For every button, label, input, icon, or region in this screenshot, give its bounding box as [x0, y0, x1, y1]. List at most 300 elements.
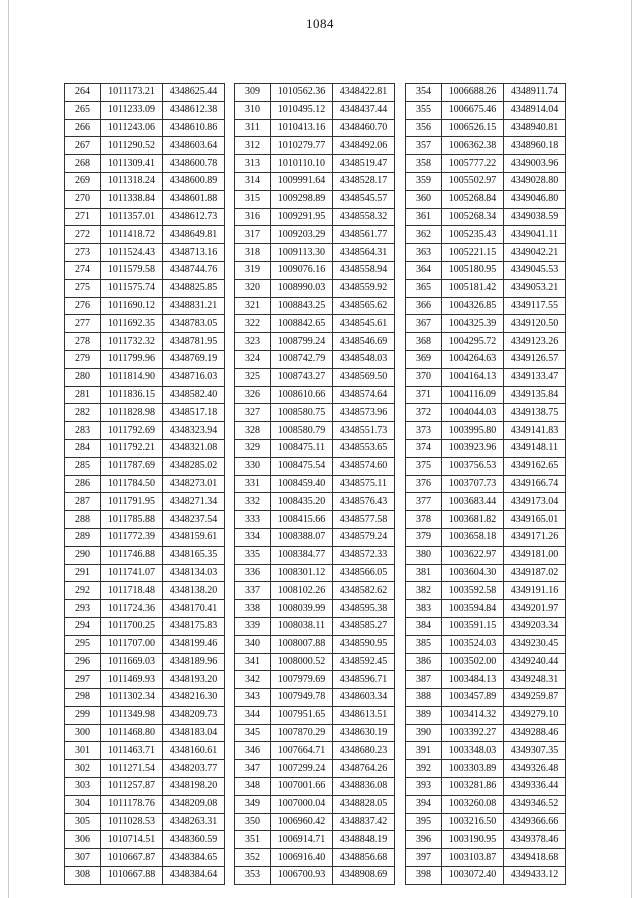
y-coordinate: 4348769.19	[163, 350, 225, 368]
table-row	[65, 493, 225, 511]
x-coordinate: 1006916.40	[271, 849, 333, 867]
x-coordinate: 1011669.03	[101, 653, 163, 671]
y-coordinate: 4348825.85	[163, 279, 225, 297]
x-coordinate: 1005180.95	[442, 261, 504, 279]
y-coordinate: 4348764.26	[333, 760, 395, 778]
table-row	[406, 653, 566, 671]
point-number: 352	[235, 849, 271, 867]
x-coordinate: 1009298.89	[271, 190, 333, 208]
y-coordinate: 4348170.41	[163, 600, 225, 618]
point-number: 307	[65, 849, 101, 867]
point-number: 288	[65, 511, 101, 529]
table-row	[65, 333, 225, 351]
x-coordinate: 1011579.58	[101, 261, 163, 279]
point-number: 280	[65, 368, 101, 386]
table-row	[235, 778, 395, 796]
x-coordinate: 1003658.18	[442, 528, 504, 546]
x-coordinate: 1011724.36	[101, 600, 163, 618]
table-row	[406, 760, 566, 778]
table-row	[406, 867, 566, 885]
table-row	[65, 849, 225, 867]
y-coordinate: 4348585.27	[333, 617, 395, 635]
point-number: 335	[235, 546, 271, 564]
y-coordinate: 4349042.21	[504, 244, 566, 262]
x-coordinate: 1003392.27	[442, 724, 504, 742]
x-coordinate: 1005221.15	[442, 244, 504, 262]
table-row	[235, 617, 395, 635]
table-row	[65, 760, 225, 778]
x-coordinate: 1007001.66	[271, 778, 333, 796]
x-coordinate: 1011309.41	[101, 155, 163, 173]
x-coordinate: 1008384.77	[271, 546, 333, 564]
y-coordinate: 4348384.64	[163, 867, 225, 885]
table-row	[235, 795, 395, 813]
y-coordinate: 4348160.61	[163, 742, 225, 760]
x-coordinate: 1005777.22	[442, 155, 504, 173]
table-row	[235, 493, 395, 511]
point-number: 278	[65, 333, 101, 351]
y-coordinate: 4349240.44	[504, 653, 566, 671]
x-coordinate: 1003348.03	[442, 742, 504, 760]
table-row	[65, 84, 225, 102]
table-row	[406, 84, 566, 102]
x-coordinate: 1005502.97	[442, 172, 504, 190]
table-row	[406, 671, 566, 689]
point-number: 325	[235, 368, 271, 386]
point-number: 266	[65, 119, 101, 137]
x-coordinate: 1010110.10	[271, 155, 333, 173]
point-number: 287	[65, 493, 101, 511]
table-row	[235, 422, 395, 440]
point-number: 277	[65, 315, 101, 333]
point-number: 366	[406, 297, 442, 315]
x-coordinate: 1004264.63	[442, 350, 504, 368]
point-number: 306	[65, 831, 101, 849]
table-row	[65, 653, 225, 671]
point-number: 353	[235, 867, 271, 885]
x-coordinate: 1007664.71	[271, 742, 333, 760]
table-row	[406, 101, 566, 119]
x-coordinate: 1008301.12	[271, 564, 333, 582]
table-row	[235, 404, 395, 422]
left-scan-edge	[8, 0, 9, 898]
x-coordinate: 1011290.52	[101, 137, 163, 155]
x-coordinate: 1007870.29	[271, 724, 333, 742]
x-coordinate: 1008000.52	[271, 653, 333, 671]
x-coordinate: 1011772.39	[101, 528, 163, 546]
y-coordinate: 4348577.58	[333, 511, 395, 529]
table-row	[235, 297, 395, 315]
x-coordinate: 1008415.66	[271, 511, 333, 529]
y-coordinate: 4349117.55	[504, 297, 566, 315]
x-coordinate: 1011787.69	[101, 457, 163, 475]
table-row	[235, 706, 395, 724]
table-row	[235, 475, 395, 493]
table-row	[406, 564, 566, 582]
x-coordinate: 1007979.69	[271, 671, 333, 689]
point-number: 390	[406, 724, 442, 742]
table-row	[235, 689, 395, 707]
y-coordinate: 4349366.66	[504, 813, 566, 831]
y-coordinate: 4348574.64	[333, 386, 395, 404]
y-coordinate: 4348548.03	[333, 350, 395, 368]
y-coordinate: 4348610.86	[163, 119, 225, 137]
point-number: 391	[406, 742, 442, 760]
x-coordinate: 1011792.69	[101, 422, 163, 440]
point-number: 273	[65, 244, 101, 262]
x-coordinate: 1011469.93	[101, 671, 163, 689]
x-coordinate: 1003072.40	[442, 867, 504, 885]
y-coordinate: 4348569.50	[333, 368, 395, 386]
y-coordinate: 4349165.01	[504, 511, 566, 529]
point-number: 375	[406, 457, 442, 475]
point-number: 369	[406, 350, 442, 368]
table-row	[235, 439, 395, 457]
x-coordinate: 1003681.82	[442, 511, 504, 529]
point-number: 282	[65, 404, 101, 422]
point-number: 308	[65, 867, 101, 885]
point-number: 363	[406, 244, 442, 262]
x-coordinate: 1011791.95	[101, 493, 163, 511]
point-number: 396	[406, 831, 442, 849]
point-number: 326	[235, 386, 271, 404]
table-row	[235, 368, 395, 386]
table-row	[406, 137, 566, 155]
point-number: 380	[406, 546, 442, 564]
point-number: 387	[406, 671, 442, 689]
table-row	[406, 528, 566, 546]
table-row	[65, 813, 225, 831]
table-row	[406, 119, 566, 137]
x-coordinate: 1011746.88	[101, 546, 163, 564]
y-coordinate: 4348203.77	[163, 760, 225, 778]
table-row	[65, 172, 225, 190]
table-row	[65, 564, 225, 582]
x-coordinate: 1009991.64	[271, 172, 333, 190]
table-row	[406, 582, 566, 600]
y-coordinate: 4349166.74	[504, 475, 566, 493]
y-coordinate: 4349191.16	[504, 582, 566, 600]
point-number: 382	[406, 582, 442, 600]
x-coordinate: 1004164.13	[442, 368, 504, 386]
point-number: 329	[235, 439, 271, 457]
table-row	[65, 119, 225, 137]
y-coordinate: 4348199.46	[163, 635, 225, 653]
table-row	[406, 813, 566, 831]
x-coordinate: 1005181.42	[442, 279, 504, 297]
y-coordinate: 4348323.94	[163, 422, 225, 440]
y-coordinate: 4349418.68	[504, 849, 566, 867]
point-number: 311	[235, 119, 271, 137]
x-coordinate: 1008742.79	[271, 350, 333, 368]
y-coordinate: 4349181.00	[504, 546, 566, 564]
point-number: 372	[406, 404, 442, 422]
y-coordinate: 4348625.44	[163, 84, 225, 102]
y-coordinate: 4349346.52	[504, 795, 566, 813]
x-coordinate: 1007951.65	[271, 706, 333, 724]
point-number: 359	[406, 172, 442, 190]
x-coordinate: 1003103.87	[442, 849, 504, 867]
y-coordinate: 4348911.74	[504, 84, 566, 102]
table-row	[65, 724, 225, 742]
point-number: 291	[65, 564, 101, 582]
table-row	[235, 350, 395, 368]
y-coordinate: 4348572.33	[333, 546, 395, 564]
point-number: 358	[406, 155, 442, 173]
point-number: 348	[235, 778, 271, 796]
table-row	[65, 742, 225, 760]
y-coordinate: 4348517.18	[163, 404, 225, 422]
y-coordinate: 4349045.53	[504, 261, 566, 279]
point-number: 318	[235, 244, 271, 262]
y-coordinate: 4349378.46	[504, 831, 566, 849]
y-coordinate: 4349307.35	[504, 742, 566, 760]
x-coordinate: 1006688.26	[442, 84, 504, 102]
y-coordinate: 4348601.88	[163, 190, 225, 208]
x-coordinate: 1006526.15	[442, 119, 504, 137]
table-row	[235, 155, 395, 173]
y-coordinate: 4349028.80	[504, 172, 566, 190]
table-row	[235, 261, 395, 279]
table-row	[65, 582, 225, 600]
y-coordinate: 4349041.11	[504, 226, 566, 244]
y-coordinate: 4348561.77	[333, 226, 395, 244]
y-coordinate: 4348545.61	[333, 315, 395, 333]
point-number: 360	[406, 190, 442, 208]
point-number: 386	[406, 653, 442, 671]
point-number: 345	[235, 724, 271, 742]
y-coordinate: 4349053.21	[504, 279, 566, 297]
x-coordinate: 1008388.07	[271, 528, 333, 546]
x-coordinate: 1010495.12	[271, 101, 333, 119]
point-number: 342	[235, 671, 271, 689]
point-number: 356	[406, 119, 442, 137]
point-number: 269	[65, 172, 101, 190]
point-number: 292	[65, 582, 101, 600]
page-number: 1084	[306, 16, 334, 31]
table-row	[406, 297, 566, 315]
y-coordinate: 4349201.97	[504, 600, 566, 618]
y-coordinate: 4348193.20	[163, 671, 225, 689]
x-coordinate: 1006362.38	[442, 137, 504, 155]
y-coordinate: 4348579.24	[333, 528, 395, 546]
point-number: 346	[235, 742, 271, 760]
table-row	[235, 226, 395, 244]
table-row	[65, 475, 225, 493]
y-coordinate: 4348592.45	[333, 653, 395, 671]
point-number: 347	[235, 760, 271, 778]
y-coordinate: 4349171.26	[504, 528, 566, 546]
x-coordinate: 1007949.78	[271, 689, 333, 707]
point-number: 321	[235, 297, 271, 315]
y-coordinate: 4348582.40	[163, 386, 225, 404]
y-coordinate: 4349173.04	[504, 493, 566, 511]
table-row	[406, 439, 566, 457]
x-coordinate: 1011700.25	[101, 617, 163, 635]
x-coordinate: 1003923.96	[442, 439, 504, 457]
x-coordinate: 1008743.27	[271, 368, 333, 386]
table-row	[65, 546, 225, 564]
table-row	[65, 511, 225, 529]
y-coordinate: 4348183.04	[163, 724, 225, 742]
point-number: 319	[235, 261, 271, 279]
x-coordinate: 1011233.09	[101, 101, 163, 119]
x-coordinate: 1004116.09	[442, 386, 504, 404]
point-number: 373	[406, 422, 442, 440]
y-coordinate: 4349133.47	[504, 368, 566, 386]
point-number: 361	[406, 208, 442, 226]
table-row	[235, 511, 395, 529]
y-coordinate: 4349135.84	[504, 386, 566, 404]
y-coordinate: 4348384.65	[163, 849, 225, 867]
table-row	[235, 119, 395, 137]
point-number: 370	[406, 368, 442, 386]
y-coordinate: 4348492.06	[333, 137, 395, 155]
point-number: 303	[65, 778, 101, 796]
x-coordinate: 1003502.00	[442, 653, 504, 671]
table-row	[235, 333, 395, 351]
table-row	[65, 867, 225, 885]
table-row	[406, 226, 566, 244]
x-coordinate: 1011707.00	[101, 635, 163, 653]
point-number: 330	[235, 457, 271, 475]
y-coordinate: 4348528.17	[333, 172, 395, 190]
x-coordinate: 1003604.30	[442, 564, 504, 582]
x-coordinate: 1003414.32	[442, 706, 504, 724]
y-coordinate: 4348519.47	[333, 155, 395, 173]
table-row	[65, 244, 225, 262]
y-coordinate: 4348574.60	[333, 457, 395, 475]
table-row	[235, 386, 395, 404]
table-row	[235, 279, 395, 297]
y-coordinate: 4349230.45	[504, 635, 566, 653]
x-coordinate: 1003524.03	[442, 635, 504, 653]
x-coordinate: 1011418.72	[101, 226, 163, 244]
point-number: 300	[65, 724, 101, 742]
y-coordinate: 4348209.73	[163, 706, 225, 724]
x-coordinate: 1008007.88	[271, 635, 333, 653]
y-coordinate: 4349138.75	[504, 404, 566, 422]
table-row	[406, 831, 566, 849]
point-number: 385	[406, 635, 442, 653]
point-number: 267	[65, 137, 101, 155]
table-row	[406, 849, 566, 867]
point-number: 289	[65, 528, 101, 546]
point-number: 338	[235, 600, 271, 618]
point-number: 377	[406, 493, 442, 511]
y-coordinate: 4348460.70	[333, 119, 395, 137]
y-coordinate: 4348837.42	[333, 813, 395, 831]
x-coordinate: 1008843.25	[271, 297, 333, 315]
table-row	[65, 226, 225, 244]
y-coordinate: 4348558.32	[333, 208, 395, 226]
x-coordinate: 1003995.80	[442, 422, 504, 440]
x-coordinate: 1010667.88	[101, 867, 163, 885]
point-number: 316	[235, 208, 271, 226]
point-number: 301	[65, 742, 101, 760]
table-row	[65, 635, 225, 653]
table-row	[406, 208, 566, 226]
y-coordinate: 4348582.62	[333, 582, 395, 600]
point-number: 354	[406, 84, 442, 102]
point-number: 336	[235, 564, 271, 582]
y-coordinate: 4348189.96	[163, 653, 225, 671]
point-number: 298	[65, 689, 101, 707]
y-coordinate: 4348175.83	[163, 617, 225, 635]
x-coordinate: 1011741.07	[101, 564, 163, 582]
y-coordinate: 4348216.30	[163, 689, 225, 707]
x-coordinate: 1011575.74	[101, 279, 163, 297]
x-coordinate: 1010413.16	[271, 119, 333, 137]
point-number: 371	[406, 386, 442, 404]
table-row	[235, 760, 395, 778]
x-coordinate: 1008610.66	[271, 386, 333, 404]
y-coordinate: 4348159.61	[163, 528, 225, 546]
x-coordinate: 1008039.99	[271, 600, 333, 618]
point-number: 379	[406, 528, 442, 546]
table-row	[235, 172, 395, 190]
table-row	[235, 315, 395, 333]
point-number: 293	[65, 600, 101, 618]
x-coordinate: 1010562.36	[271, 84, 333, 102]
x-coordinate: 1011792.21	[101, 439, 163, 457]
table-row	[406, 493, 566, 511]
table-row	[65, 795, 225, 813]
y-coordinate: 4348612.73	[163, 208, 225, 226]
y-coordinate: 4349126.57	[504, 350, 566, 368]
table-row	[235, 813, 395, 831]
y-coordinate: 4349248.31	[504, 671, 566, 689]
x-coordinate: 1008990.03	[271, 279, 333, 297]
table-row	[235, 582, 395, 600]
x-coordinate: 1003260.08	[442, 795, 504, 813]
table-row	[406, 475, 566, 493]
x-coordinate: 1011524.43	[101, 244, 163, 262]
x-coordinate: 1010667.87	[101, 849, 163, 867]
table-row	[406, 279, 566, 297]
table-row	[235, 635, 395, 653]
y-coordinate: 4348422.81	[333, 84, 395, 102]
table-row	[65, 350, 225, 368]
coordinate-table-middle	[234, 83, 395, 885]
point-number: 339	[235, 617, 271, 635]
point-number: 332	[235, 493, 271, 511]
point-number: 341	[235, 653, 271, 671]
y-coordinate: 4349279.10	[504, 706, 566, 724]
y-coordinate: 4348271.34	[163, 493, 225, 511]
table-row	[235, 600, 395, 618]
x-coordinate: 1011271.54	[101, 760, 163, 778]
table-row	[235, 564, 395, 582]
y-coordinate: 4348630.19	[333, 724, 395, 742]
y-coordinate: 4348600.89	[163, 172, 225, 190]
x-coordinate: 1011463.71	[101, 742, 163, 760]
x-coordinate: 1003622.97	[442, 546, 504, 564]
table-row	[65, 261, 225, 279]
point-number: 340	[235, 635, 271, 653]
table-row	[65, 404, 225, 422]
point-number: 397	[406, 849, 442, 867]
x-coordinate: 1006700.93	[271, 867, 333, 885]
table-row	[65, 101, 225, 119]
table-row	[65, 457, 225, 475]
point-number: 296	[65, 653, 101, 671]
point-number: 362	[406, 226, 442, 244]
x-coordinate: 1011028.53	[101, 813, 163, 831]
y-coordinate: 4348209.08	[163, 795, 225, 813]
point-number: 312	[235, 137, 271, 155]
x-coordinate: 1009113.30	[271, 244, 333, 262]
